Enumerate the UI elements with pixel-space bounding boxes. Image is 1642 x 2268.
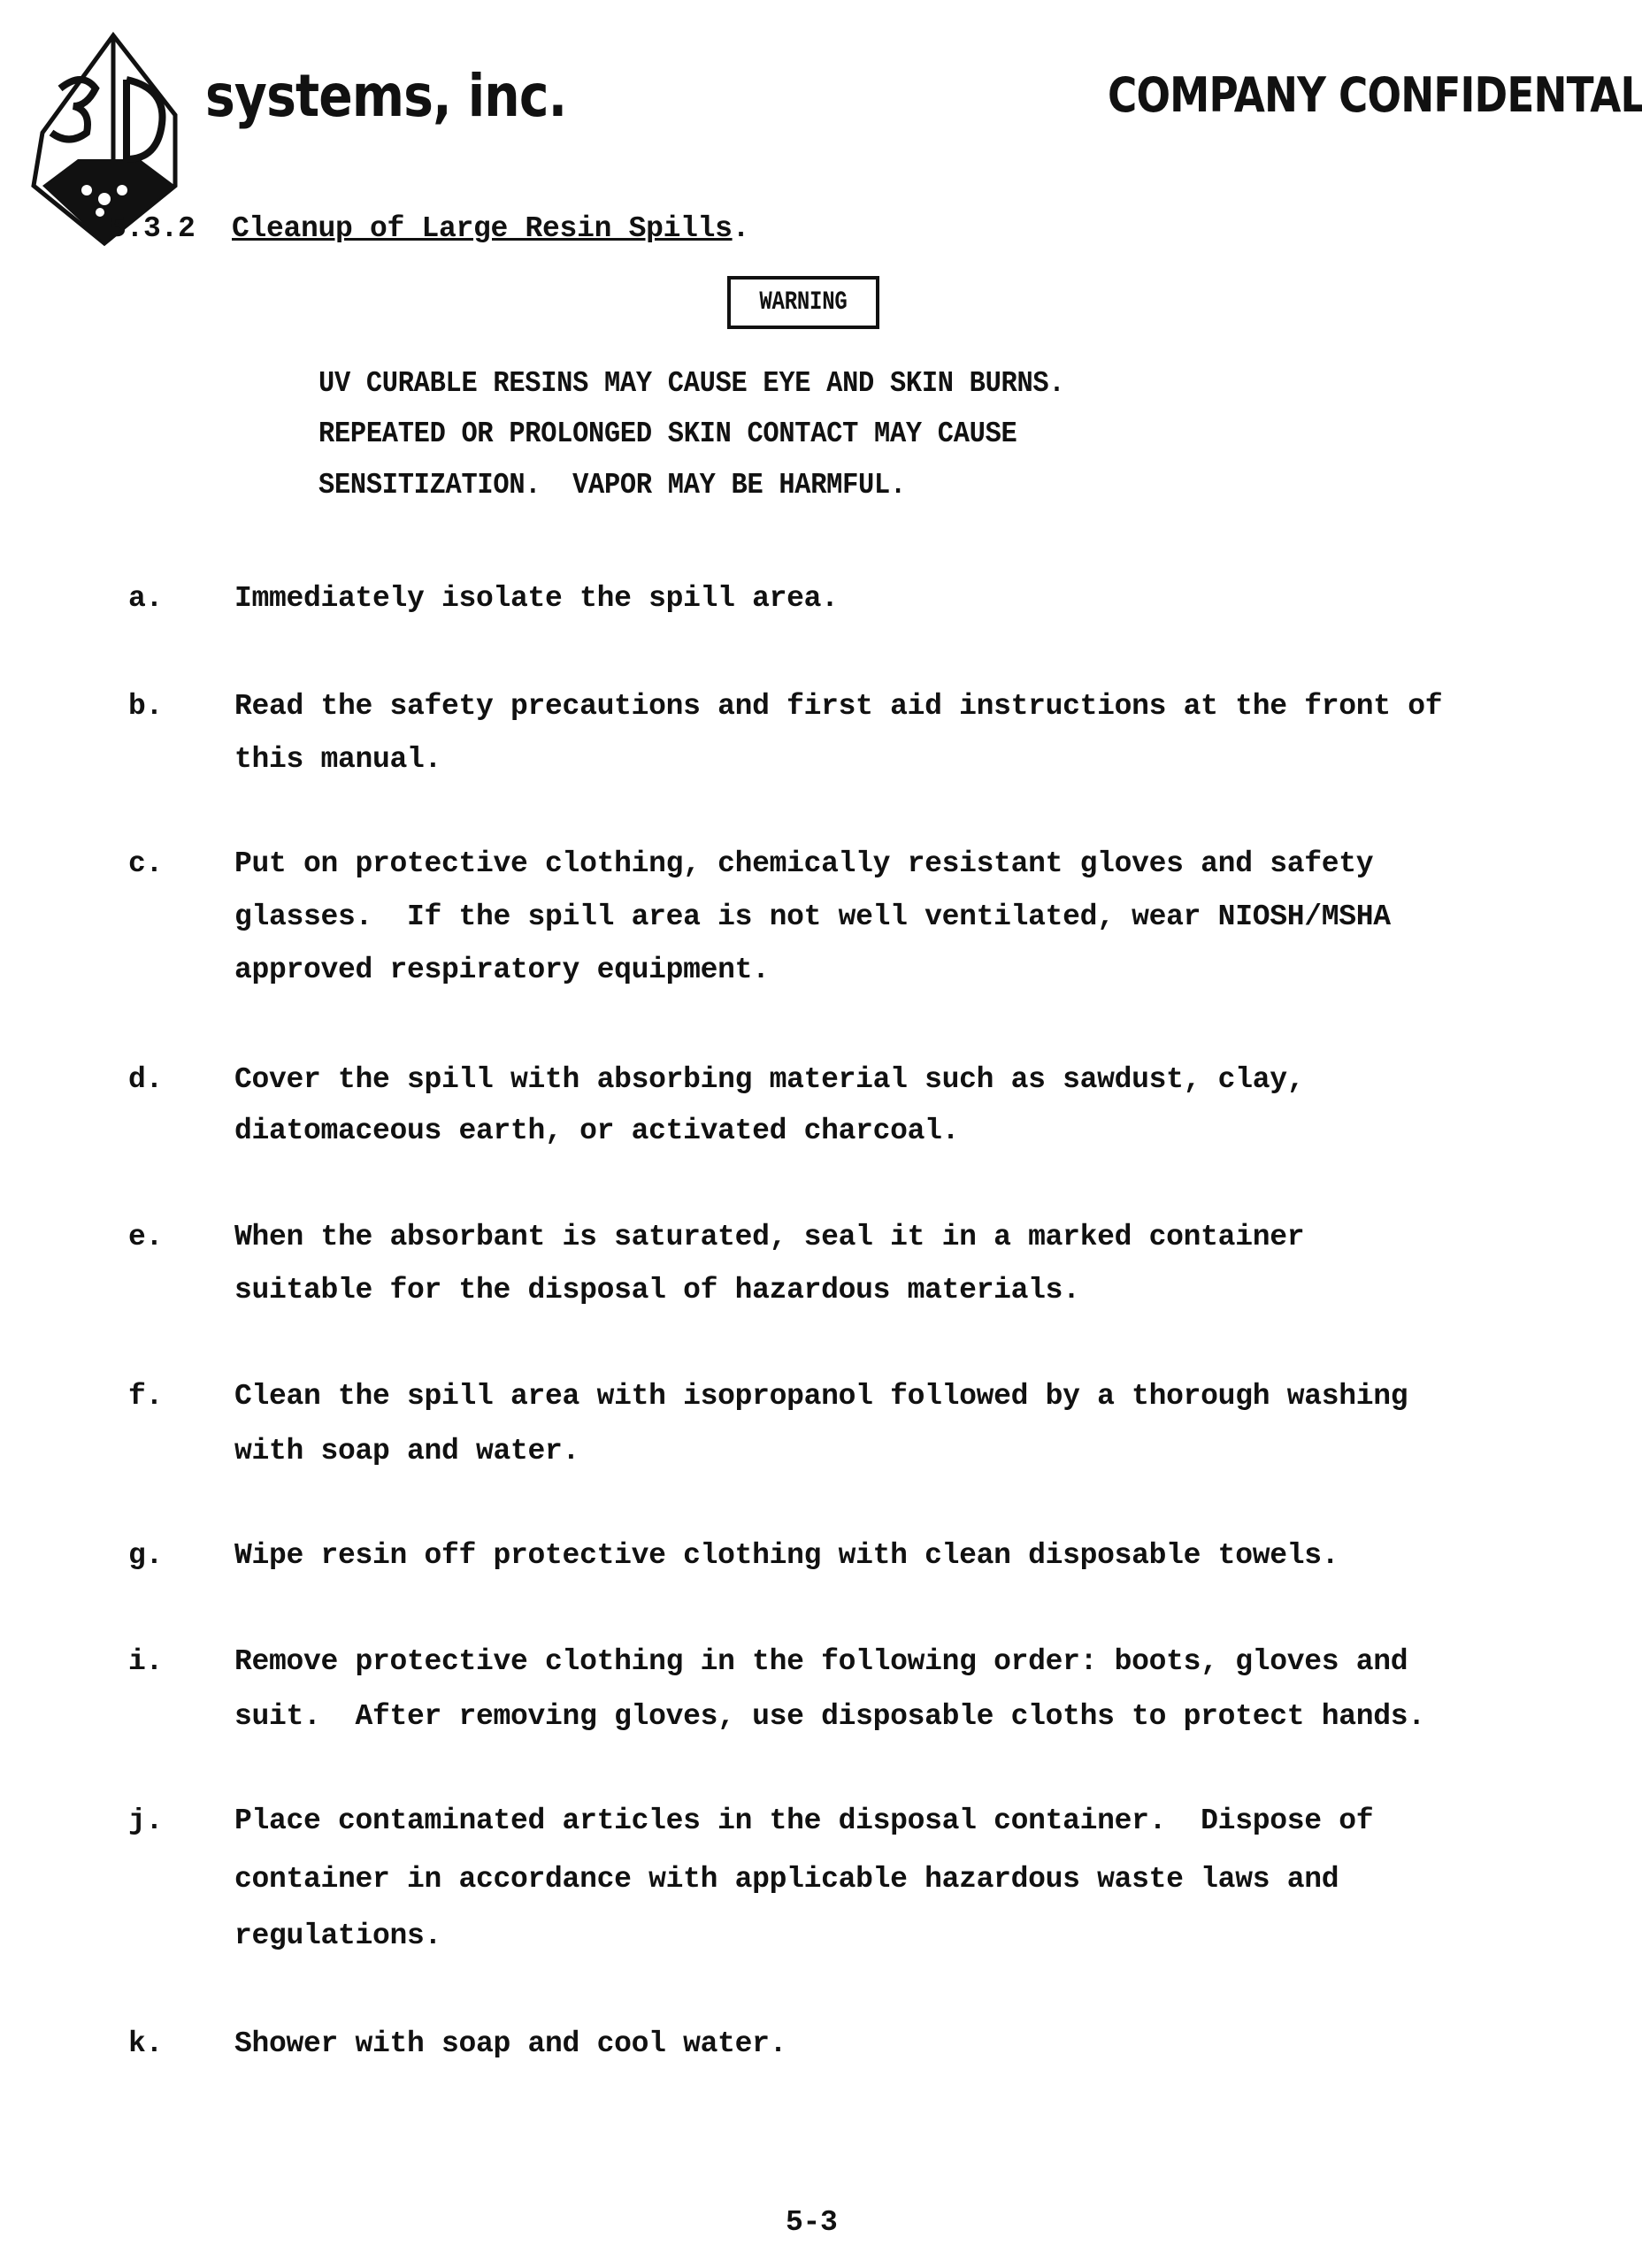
step-letter: k. (128, 2027, 163, 2060)
step-letter: j. (128, 1804, 163, 1837)
step-text-line: glasses. If the spill area is not well ventilated, wear NIOSH/MSHA (234, 900, 1391, 933)
step-text-line: Put on protective clothing, chemically resistant gloves and safety (234, 847, 1373, 880)
step-text-line: with soap and water. (234, 1435, 579, 1467)
warning-label: WARNING (759, 287, 847, 318)
brand-name: systems, inc. (205, 62, 566, 130)
step-text-line: approved respiratory equipment. (234, 954, 770, 986)
step-letter: g. (128, 1539, 163, 1572)
step-text-line: suit. After removing gloves, use disposable cloths to protect hands. (234, 1700, 1425, 1733)
step-text-line: regulations. (234, 1919, 441, 1952)
warning-line: REPEATED OR PROLONGED SKIN CONTACT MAY CAUSE (318, 418, 1017, 450)
step-text-line: this manual. (234, 743, 441, 776)
step-text-line: Cover the spill with absorbing material such as sawdust, clay, (234, 1063, 1304, 1096)
step-letter: a. (128, 582, 163, 615)
warning-line: UV CURABLE RESINS MAY CAUSE EYE AND SKIN BURNS. (318, 367, 1064, 400)
step-text-line: Wipe resin off protective clothing with clean disposable towels. (234, 1539, 1339, 1572)
step-letter: b. (128, 690, 163, 723)
section-title-period: . (733, 212, 750, 245)
step-text-line: suitable for the disposal of hazardous materials. (234, 1274, 1080, 1306)
step-text-line: Clean the spill area with isopropanol followed by a thorough washing (234, 1380, 1408, 1413)
step-letter: f. (128, 1380, 163, 1413)
step-letter: e. (128, 1221, 163, 1253)
page-number: 5-3 (786, 2206, 838, 2239)
section-title-text: Cleanup of Large Resin Spills (232, 212, 733, 245)
step-text-line: Immediately isolate the spill area. (234, 582, 839, 615)
step-text-line: When the absorbant is saturated, seal it in a marked container (234, 1221, 1304, 1253)
step-text-line: diatomaceous earth, or activated charcoal. (234, 1115, 959, 1147)
step-text-line: Place contaminated articles in the disposal container. Dispose of (234, 1804, 1373, 1837)
step-letter: c. (128, 847, 163, 880)
step-text-line: Remove protective clothing in the following order: boots, gloves and (234, 1645, 1408, 1678)
step-letter: d. (128, 1063, 163, 1096)
confidential-label: COMPANY CONFIDENTAL (1108, 67, 1642, 123)
step-letter: i. (128, 1645, 163, 1678)
section-title (232, 212, 749, 245)
section-number: 5.3.2 (109, 212, 196, 245)
step-text-line: Read the safety precautions and first aid instructions at the front of (234, 690, 1442, 723)
step-text-line: container in accordance with applicable hazardous waste laws and (234, 1863, 1339, 1896)
warning-line: SENSITIZATION. VAPOR MAY BE HARMFUL. (318, 469, 906, 502)
warning-box (727, 276, 879, 329)
step-text-line: Shower with soap and cool water. (234, 2027, 786, 2060)
